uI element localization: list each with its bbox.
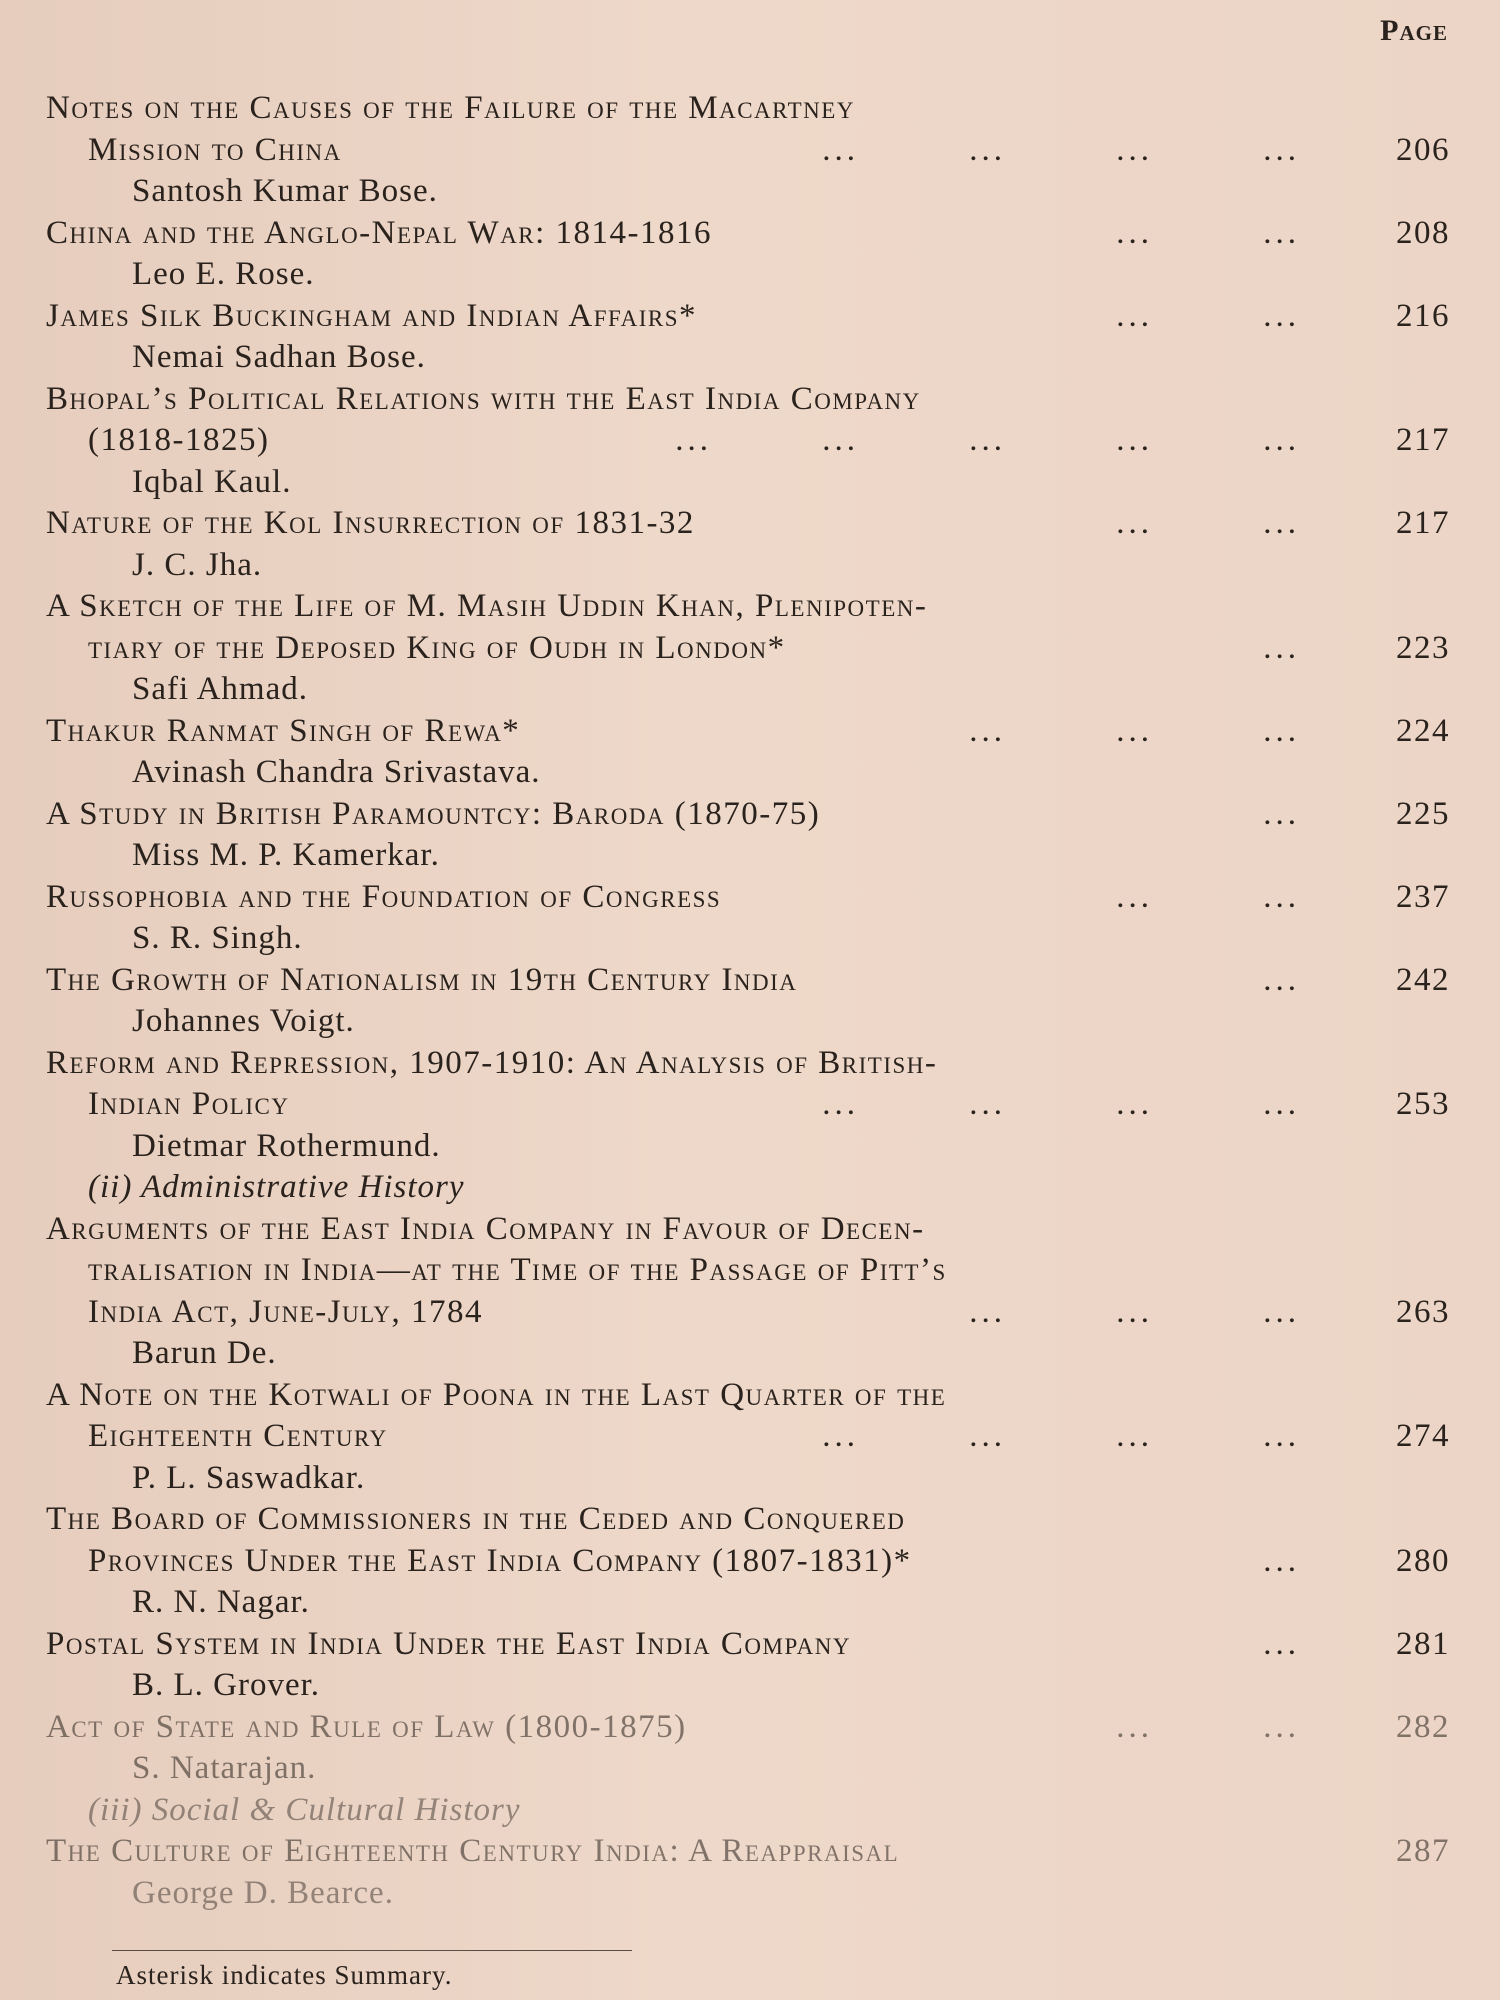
entry-author: George D. Bearce.	[132, 1874, 394, 1911]
leader-dots: ...	[1263, 1625, 1300, 1662]
entry-title-line: tralisation in India—at the Time of the Passage of Pitt’s	[88, 1252, 947, 1288]
entry-author: B. L. Grover.	[132, 1667, 321, 1703]
entry-author: Johannes Voigt.	[132, 1003, 355, 1039]
leader-dots: ... ... ...	[969, 1293, 1300, 1330]
entry-author: Dietmar Rothermund.	[132, 1127, 441, 1164]
section-heading-social-cultural: (iii) Social & Cultural History	[88, 1791, 521, 1828]
page-number: 263	[1396, 1293, 1450, 1330]
leader-dots: ... ...	[1116, 297, 1300, 334]
entry-title-line: The Board of Commissioners in the Ceded and Conquered	[46, 1501, 906, 1537]
entry-title-line: Arguments of the East India Company in Favour of Decen-	[46, 1210, 925, 1247]
entry-title-line: James Silk Buckingham and Indian Affairs* ... ... 216	[46, 296, 1450, 338]
entry-title-line: Postal System in India Under the East India Company ... 281	[46, 1624, 1450, 1666]
entry-author: Leo E. Rose.	[132, 256, 315, 292]
entry-author: Safi Ahmad.	[132, 671, 308, 707]
leader-dots: ...	[1263, 795, 1300, 832]
page-number: 280	[1396, 1542, 1450, 1579]
entry-title-line: Act of State and Rule of Law (1800-1875) ... ... 282	[46, 1707, 1450, 1749]
entry-author: Miss M. P. Kamerkar.	[132, 837, 440, 873]
page-number: 217	[1396, 422, 1450, 458]
entry-title-line: Mission to China ... ... ... ... 206	[46, 130, 1450, 172]
entry-author: P. L. Saswadkar.	[132, 1459, 366, 1496]
entry-title-line: The Growth of Nationalism in 19th Century India ... 242	[46, 960, 1450, 1002]
entry-author: S. R. Singh.	[132, 920, 303, 956]
leader-dots: ... ... ... ...	[822, 1418, 1300, 1454]
entry-author: Avinash Chandra Srivastava.	[132, 754, 541, 790]
entry-title-line: tiary of the Deposed King of Oudh in London* ... 223	[46, 628, 1450, 670]
leader-dots: ...	[1263, 1542, 1300, 1579]
entry-title-line: India Act, June-July, 1784 ... ... ... 263	[46, 1292, 1450, 1334]
leader-dots: ... ... ... ... ...	[675, 422, 1300, 458]
page-number: 224	[1396, 712, 1450, 749]
entry-author: J. C. Jha.	[132, 546, 263, 583]
entry-title-line: The Culture of Eighteenth Century India: A Reappraisal 287	[46, 1831, 1450, 1873]
entry-author: R. N. Nagar.	[132, 1584, 310, 1620]
page-number: 206	[1396, 131, 1450, 168]
page-number: 223	[1396, 629, 1450, 666]
leader-dots: ... ...	[1116, 214, 1300, 251]
entry-title-line: Reform and Repression, 1907-1910: An Analysis of British-	[46, 1044, 938, 1081]
entry-author: Nemai Sadhan Bose.	[132, 339, 426, 375]
table-of-contents	[46, 88, 1450, 1914]
entry-title-line: A Note on the Kotwali of Poona in the Last Quarter of the	[46, 1376, 947, 1413]
page-number: 217	[1396, 505, 1450, 541]
entry-title-line: Notes on the Causes of the Failure of the Macartney	[46, 90, 855, 126]
entry-title-line: China and the Anglo-Nepal War: 1814-1816 ... ... 208	[46, 213, 1450, 255]
page-column-label: Page	[1380, 14, 1448, 47]
entry-author: Iqbal Kaul.	[132, 463, 292, 500]
entry-title-line: A Sketch of the Life of M. Masih Uddin Khan, Plenipoten-	[46, 588, 928, 624]
leader-dots: ... ...	[1116, 878, 1300, 915]
entry-author: S. Natarajan.	[132, 1750, 317, 1786]
entry-title-line: Nature of the Kol Insurrection of 1831-32 ... ... 217	[46, 503, 1450, 545]
entry-title-line: (1818-1825) ... ... ... ... ... 217	[46, 420, 1450, 462]
entry-title-line: Eighteenth Century ... ... ... ... 274	[46, 1416, 1450, 1458]
page-number: 282	[1396, 1708, 1450, 1745]
page-number: 253	[1396, 1086, 1450, 1122]
page-number: 242	[1396, 961, 1450, 998]
footnote-rule	[112, 1950, 632, 1951]
footnote: Asterisk indicates Summary.	[116, 1960, 453, 1990]
entry-author: Santosh Kumar Bose.	[132, 173, 438, 209]
page-number: 216	[1396, 297, 1450, 334]
entry-author: Barun De.	[132, 1335, 277, 1371]
entry-title-line: Bhopal’s Political Relations with the East India Company	[46, 380, 921, 417]
leader-dots: ... ...	[1116, 505, 1300, 541]
page-number: 287	[1396, 1833, 1450, 1869]
entry-title-line: Thakur Ranmat Singh of Rewa* ... ... ... 224	[46, 711, 1450, 753]
page-number: 281	[1396, 1625, 1450, 1662]
page-number: 225	[1396, 795, 1450, 832]
page-number: 237	[1396, 878, 1450, 915]
leader-dots: ... ... ...	[969, 712, 1300, 749]
leader-dots: ... ... ... ...	[822, 131, 1300, 168]
entry-title-line: Russophobia and the Foundation of Congress ... ... 237	[46, 877, 1450, 919]
section-heading-administrative: (ii) Administrative History	[88, 1169, 465, 1205]
page-number: 208	[1396, 214, 1450, 251]
page-number: 274	[1396, 1418, 1450, 1454]
entry-title-line: Indian Policy ... ... ... ... 253	[46, 1084, 1450, 1126]
leader-dots: ...	[1263, 629, 1300, 666]
entry-title-line: A Study in British Paramountcy: Baroda (1870-75) ... 225	[46, 794, 1450, 836]
leader-dots: ...	[1263, 961, 1300, 998]
entry-title-line: Provinces Under the East India Company (1807-1831)* ... 280	[46, 1541, 1450, 1583]
leader-dots: ... ...	[1116, 1708, 1300, 1745]
leader-dots: ... ... ... ...	[822, 1086, 1300, 1122]
